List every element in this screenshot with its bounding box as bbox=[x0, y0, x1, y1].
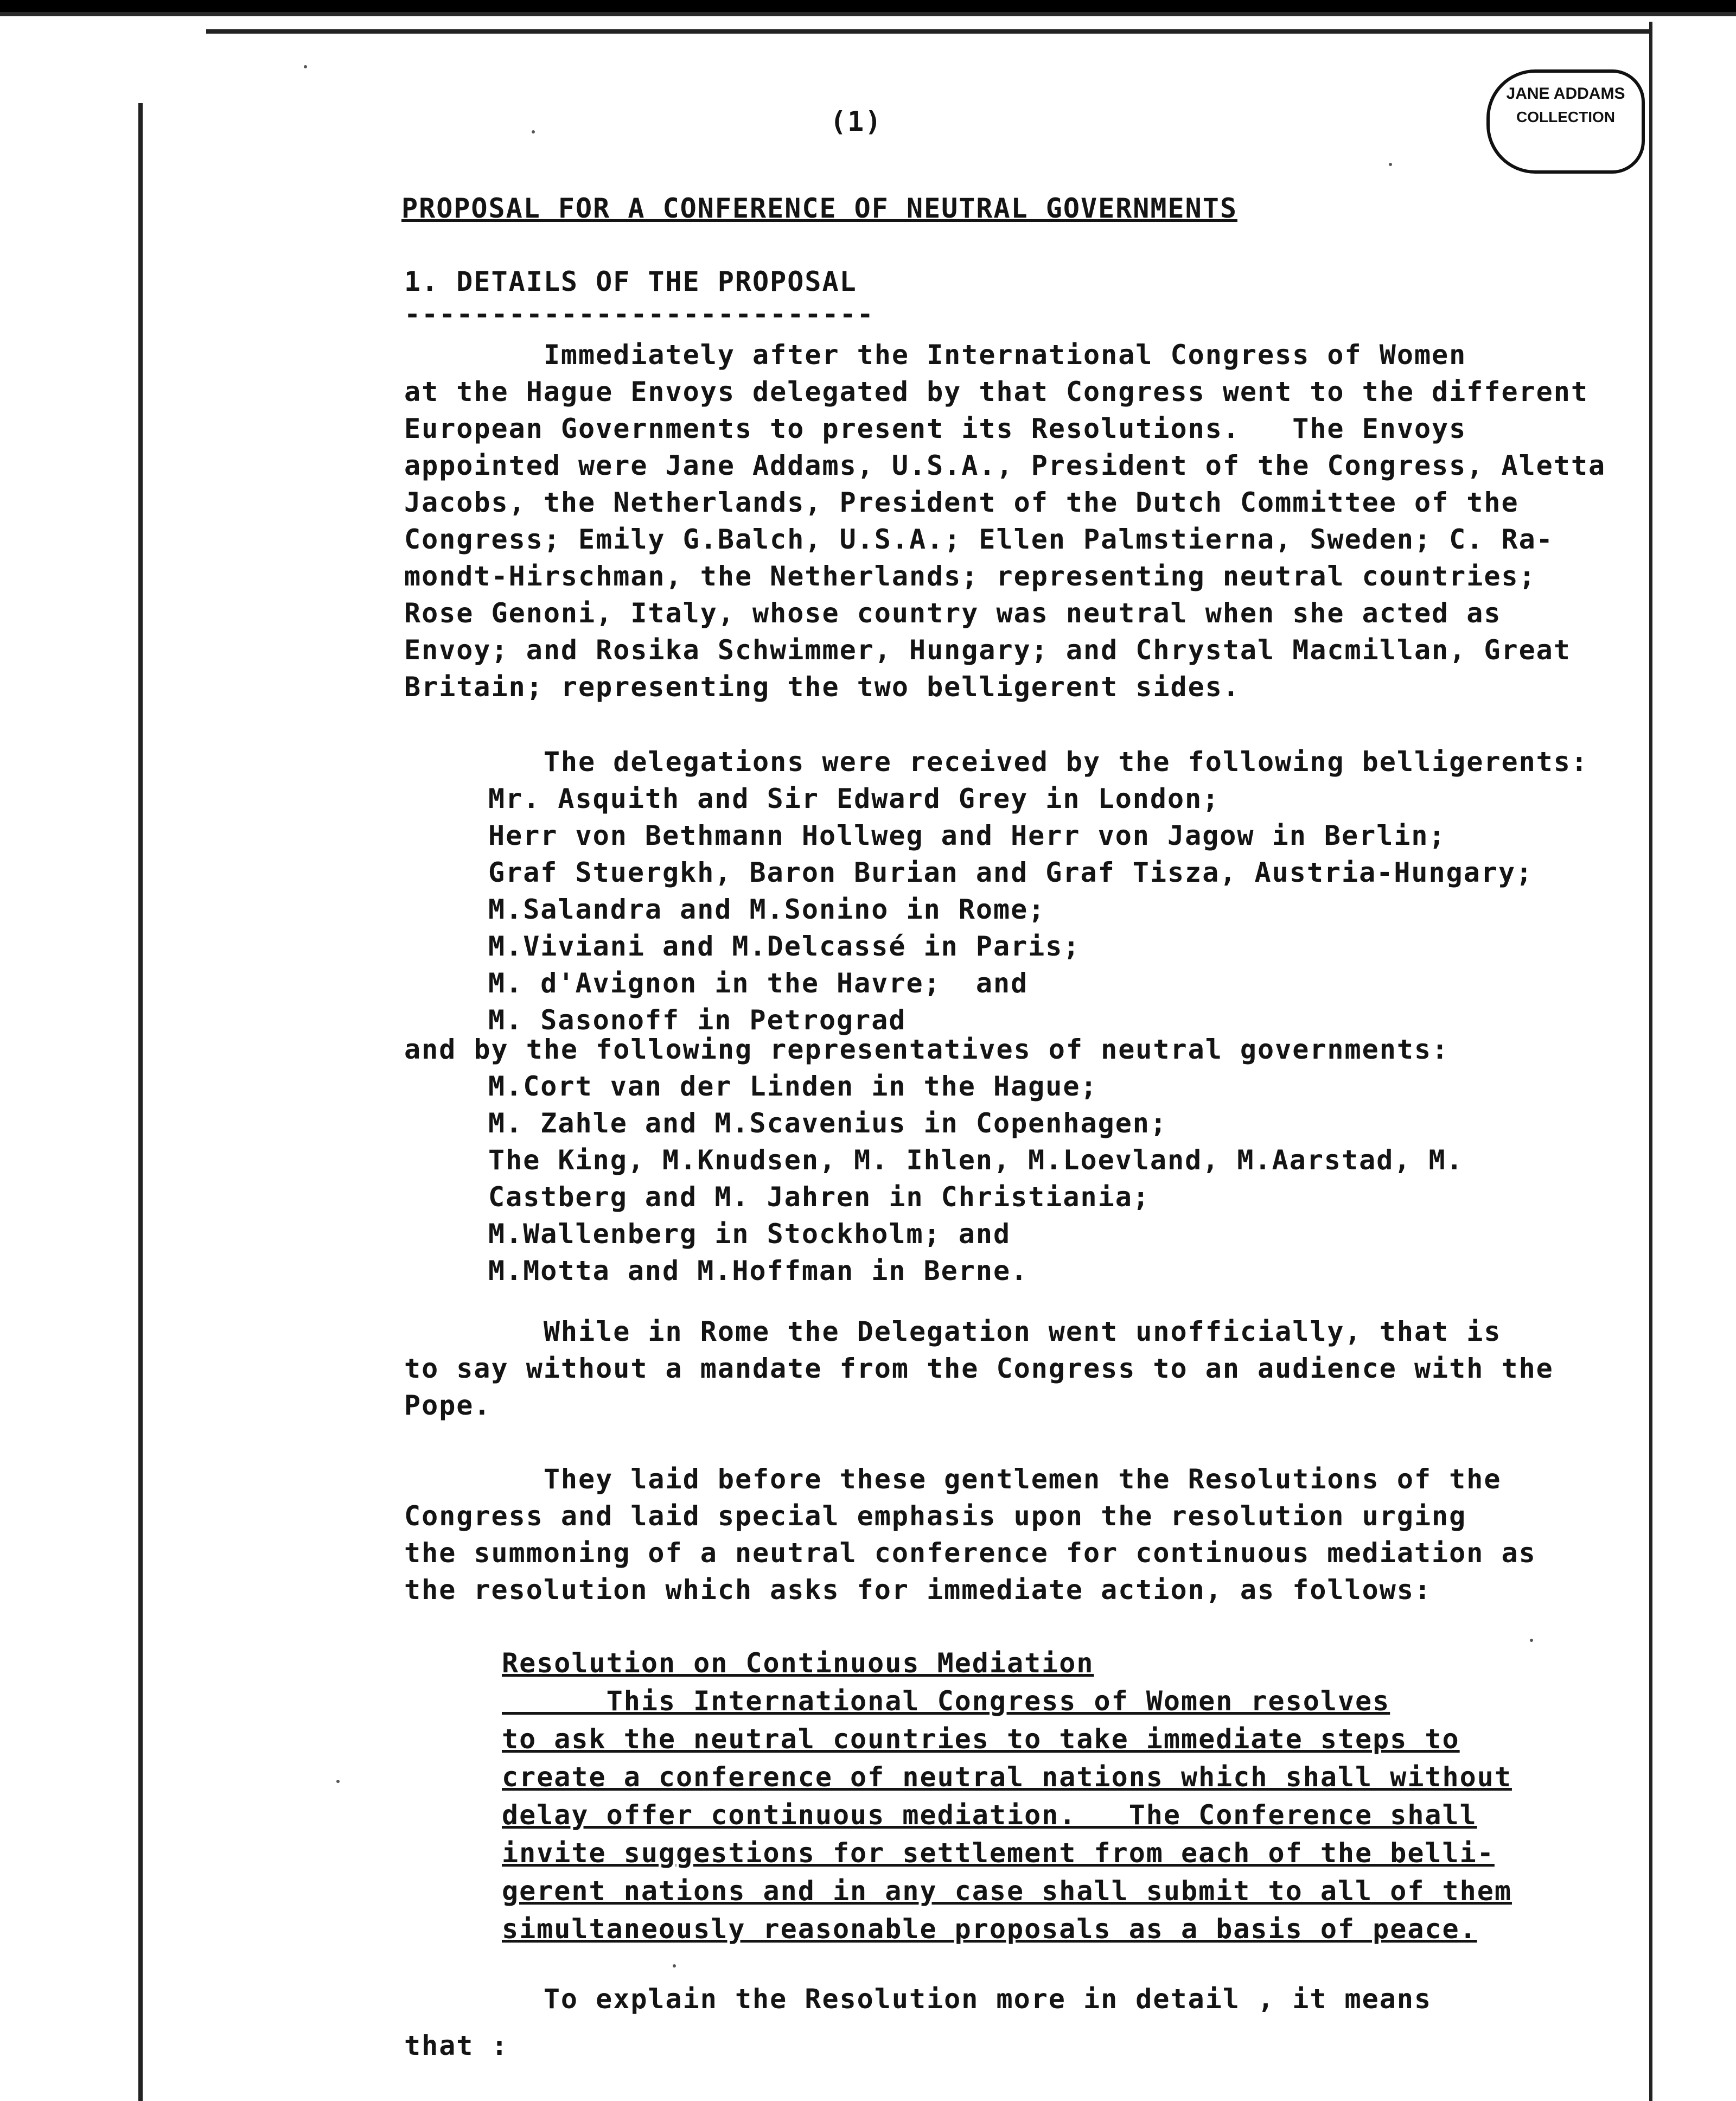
list-item: Mr. Asquith and Sir Edward Grey in London; bbox=[488, 783, 1220, 814]
text-line: the summoning of a neutral conference for continuous mediation as bbox=[404, 1537, 1536, 1569]
scan-right-margin bbox=[1649, 22, 1736, 2101]
resolution-line: invite suggestions for settlement from each of the belli- bbox=[502, 1837, 1495, 1869]
text-line: and by the following representatives of neutral governments: bbox=[404, 1034, 1450, 1065]
resolution-heading: Resolution on Continuous Mediation bbox=[502, 1647, 1094, 1679]
text-line: To explain the Resolution more in detail , it means bbox=[404, 1983, 1432, 2015]
resolution-line: gerent nations and in any case shall submit to all of them bbox=[502, 1875, 1512, 1907]
scan-top-edge bbox=[0, 0, 1736, 24]
text-line: Jacobs, the Netherlands, President of the Dutch Committee of the bbox=[404, 487, 1519, 518]
list-item: M.Viviani and M.Delcassé in Paris; bbox=[488, 931, 1081, 962]
text-line: Britain; representing the two belligerent sides. bbox=[404, 671, 1240, 703]
text-line: They laid before these gentlemen the Resolutions of the bbox=[404, 1463, 1502, 1495]
text-line: mondt-Hirschman, the Netherlands; representing neutral countries; bbox=[404, 561, 1536, 592]
resolution-block bbox=[502, 1644, 1512, 1948]
text-line: Congress and laid special emphasis upon the resolution urging bbox=[404, 1500, 1467, 1532]
list-item: M. Zahle and M.Scavenius in Copenhagen; bbox=[488, 1107, 1167, 1139]
page-number: (1) bbox=[830, 106, 883, 137]
text-line: appointed were Jane Addams, U.S.A., President of the Congress, Aletta bbox=[404, 450, 1606, 481]
scan-speck bbox=[1389, 163, 1392, 166]
text-line: Immediately after the International Congress of Women bbox=[404, 339, 1467, 371]
list-item: M.Salandra and M.Sonino in Rome; bbox=[488, 894, 1046, 925]
paragraph-resolutions bbox=[404, 1461, 1536, 1608]
page-border-left bbox=[138, 103, 143, 2101]
text-line: Envoy; and Rosika Schwimmer, Hungary; and Chrystal Macmillan, Great bbox=[404, 634, 1571, 666]
collection-stamp bbox=[1486, 69, 1645, 174]
list-item: Graf Stuergkh, Baron Burian and Graf Tisza, Austria-Hungary; bbox=[488, 857, 1534, 888]
scan-speck bbox=[532, 130, 535, 133]
page-border-top bbox=[206, 29, 1649, 34]
section-heading: 1. DETAILS OF THE PROPOSAL bbox=[404, 266, 857, 297]
scan-speck bbox=[336, 1780, 340, 1783]
text-line: that : bbox=[404, 2030, 509, 2061]
scan-speck bbox=[1530, 1639, 1533, 1642]
paragraph-envoys bbox=[404, 336, 1606, 705]
text-line: European Governments to present its Resolutions. The Envoys bbox=[404, 413, 1467, 444]
resolution-line: This International Congress of Women resolves bbox=[502, 1685, 1390, 1717]
scan-speck bbox=[673, 1964, 676, 1968]
stamp-line-1: JANE ADDAMS bbox=[1506, 85, 1625, 103]
text-line: at the Hague Envoys delegated by that Congress went to the different bbox=[404, 376, 1588, 408]
paragraph-rome bbox=[404, 1313, 1554, 1424]
list-item: M. d'Avignon in the Havre; and bbox=[488, 967, 1029, 999]
list-item: M. Sasonoff in Petrograd bbox=[488, 1004, 907, 1036]
text-line: to say without a mandate from the Congress to an audience with the bbox=[404, 1353, 1554, 1384]
scan-speck bbox=[304, 65, 307, 68]
text-line: the resolution which asks for immediate action, as follows: bbox=[404, 1574, 1432, 1606]
belligerents-list bbox=[488, 780, 1533, 1039]
resolution-line: simultaneously reasonable proposals as a basis of peace. bbox=[502, 1913, 1477, 1945]
text-line: Rose Genoni, Italy, whose country was neutral when she acted as bbox=[404, 597, 1502, 629]
text-line: While in Rome the Delegation went unofficially, that is bbox=[404, 1316, 1502, 1347]
text-line: Congress; Emily G.Balch, U.S.A.; Ellen Palmstierna, Sweden; C. Ra- bbox=[404, 524, 1554, 555]
text-line: The delegations were received by the following belligerents: bbox=[404, 746, 1588, 778]
resolution-line: create a conference of neutral nations which shall without bbox=[502, 1761, 1512, 1793]
paragraph-explain bbox=[404, 1981, 1432, 2064]
resolution-line: to ask the neutral countries to take immediate steps to bbox=[502, 1723, 1460, 1755]
list-item: The King, M.Knudsen, M. Ihlen, M.Loevland, M.Aarstad, M. bbox=[488, 1144, 1464, 1176]
text-line: Pope. bbox=[404, 1390, 492, 1421]
list-item: M.Wallenberg in Stockholm; and bbox=[488, 1218, 1011, 1250]
resolution-line: delay offer continuous mediation. The Conference shall bbox=[502, 1799, 1477, 1831]
stamp-line-2: COLLECTION bbox=[1516, 109, 1615, 125]
list-item: Castberg and M. Jahren in Christiania; bbox=[488, 1181, 1150, 1213]
section-rule: --------------------------- bbox=[404, 298, 875, 330]
list-item: Herr von Bethmann Hollweg and Herr von Jagow in Berlin; bbox=[488, 820, 1446, 851]
neutrals-intro bbox=[404, 1031, 1449, 1068]
list-item: M.Motta and M.Hoffman in Berne. bbox=[488, 1255, 1029, 1287]
document-title: PROPOSAL FOR A CONFERENCE OF NEUTRAL GOVERNMENTS bbox=[401, 193, 1237, 224]
neutrals-list bbox=[488, 1068, 1464, 1289]
list-item: M.Cort van der Linden in the Hague; bbox=[488, 1071, 1098, 1102]
paragraph-delegations-intro bbox=[404, 743, 1588, 780]
